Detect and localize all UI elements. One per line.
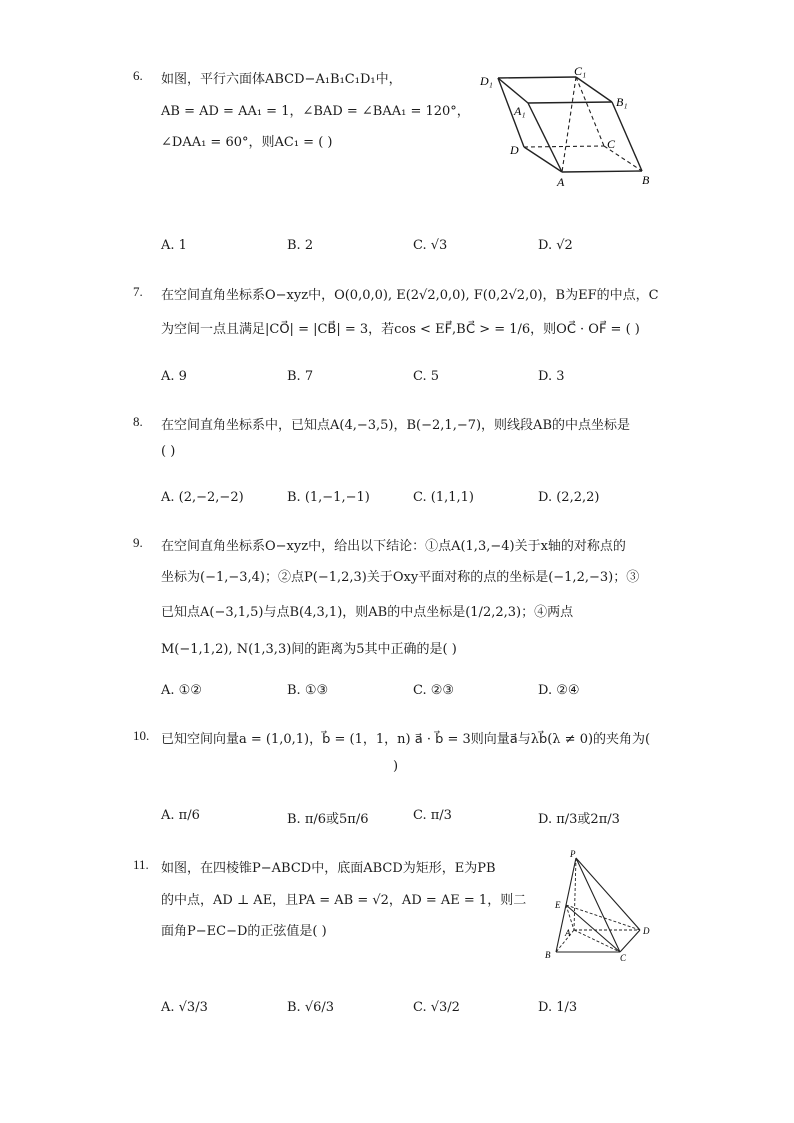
parallelepiped-figure — [476, 66, 666, 192]
question-text-line: 已知空间向量a = (1,0,1)，b⃗ = (1，1，n) a⃗ · b⃗ = 3则向量a⃗与λb⃗(λ ≠ 0)的夹角为( — [161, 732, 651, 747]
vertex-label: D₁ — [480, 74, 493, 88]
question-text-line: 在空间直角坐标系O−xyz中，O(0,0,0), E(2√2,0,0), F(0,2√2,0)，B为EF的中点，C — [161, 288, 659, 303]
question-text-line: 在空间直角坐标系中，已知点A(4,−3,5)，B(−2,1,−7)，则线段AB的中点坐标是 — [161, 418, 631, 433]
option-b[interactable]: B. (1,−1,−1) — [287, 490, 370, 505]
option-c[interactable]: C. ②③ — [413, 683, 455, 698]
option-d[interactable]: D. (2,2,2) — [538, 490, 600, 505]
option-a[interactable]: A. π/6 — [161, 808, 200, 823]
question-text-line: 的中点，AD ⊥ AE，且PA = AB = √2，AD = AE = 1，则二 — [161, 893, 527, 908]
vertex-label: C₁ — [574, 66, 587, 78]
vertex-label: E — [555, 900, 561, 910]
option-b[interactable]: B. 2 — [287, 238, 314, 253]
question-text-line: ) — [393, 759, 399, 774]
vertex-label: D — [643, 926, 650, 936]
option-a[interactable]: A. ①② — [161, 683, 202, 698]
pyramid-figure — [540, 848, 660, 964]
question-number: 11. — [133, 857, 149, 872]
option-d[interactable]: D. 1/3 — [538, 1000, 578, 1015]
vertex-label: A — [565, 928, 571, 938]
option-b[interactable]: B. √6/3 — [287, 1000, 335, 1015]
question-text-line: ( ) — [161, 444, 176, 459]
vertex-label: B₁ — [616, 95, 628, 109]
option-a[interactable]: A. √3/3 — [161, 1000, 208, 1015]
vertex-label: C — [620, 953, 627, 963]
vertex-label: D — [510, 143, 519, 157]
option-d[interactable]: D. π/3或2π/3 — [538, 812, 620, 827]
option-a[interactable]: A. 9 — [161, 369, 187, 384]
vertex-label: B — [642, 173, 650, 187]
option-a[interactable]: A. (2,−2,−2) — [161, 490, 244, 505]
question-text-line: 已知点A(−3,1,5)与点B(4,3,1)，则AB的中点坐标是(1/2,2,3)；④两点 — [161, 605, 574, 620]
question-number: 7. — [133, 284, 143, 299]
option-c[interactable]: C. π/3 — [413, 808, 452, 823]
question-number: 9. — [133, 535, 143, 550]
option-c[interactable]: C. 5 — [413, 369, 440, 384]
question-text-line: M(−1,1,2), N(1,3,3)间的距离为5其中正确的是( ) — [161, 642, 457, 657]
question-text-line: AB = AD = AA₁ = 1，∠BAD = ∠BAA₁ = 120°， — [161, 104, 470, 119]
vertex-label: C — [607, 137, 616, 151]
option-d[interactable]: D. ②④ — [538, 683, 580, 698]
option-c[interactable]: C. √3/2 — [413, 1000, 460, 1015]
question-text-line: 在空间直角坐标系O−xyz中，给出以下结论：①点A(1,3,−4)关于x轴的对称点的 — [161, 539, 626, 554]
question-number: 8. — [133, 414, 143, 429]
vertex-label: B — [545, 950, 551, 960]
vertex-label: P — [570, 849, 576, 859]
question-text-line: 如图，在四棱锥P−ABCD中，底面ABCD为矩形，E为PB — [161, 861, 496, 876]
option-d[interactable]: D. 3 — [538, 369, 565, 384]
option-c[interactable]: C. (1,1,1) — [413, 490, 474, 505]
vertex-label: A — [557, 175, 565, 189]
option-c[interactable]: C. √3 — [413, 238, 448, 253]
option-b[interactable]: B. ①③ — [287, 683, 329, 698]
option-a[interactable]: A. 1 — [161, 238, 187, 253]
question-text-line: 坐标为(−1,−3,4)；②点P(−1,2,3)关于Oxy平面对称的点的坐标是(−1,2,−3)；③ — [161, 570, 640, 585]
vertex-label: A₁ — [514, 104, 526, 118]
option-b[interactable]: B. 7 — [287, 369, 314, 384]
question-text-line: 为空间一点且满足|CO⃗| = |CB⃗| = 3，若cos < EF⃗,BC⃗ > = 1/6，则OC⃗ · OF⃗ = ( ) — [161, 322, 640, 337]
question-text-line: 如图，平行六面体ABCD−A₁B₁C₁D₁中， — [161, 72, 402, 87]
question-number: 6. — [133, 68, 143, 83]
option-d[interactable]: D. √2 — [538, 238, 573, 253]
question-number: 10. — [133, 728, 150, 743]
question-text-line: ∠DAA₁ = 60°，则AC₁ = ( ) — [161, 135, 333, 150]
option-b[interactable]: B. π/6或5π/6 — [287, 812, 369, 827]
question-text-line: 面角P−EC−D的正弦值是( ) — [161, 924, 327, 939]
